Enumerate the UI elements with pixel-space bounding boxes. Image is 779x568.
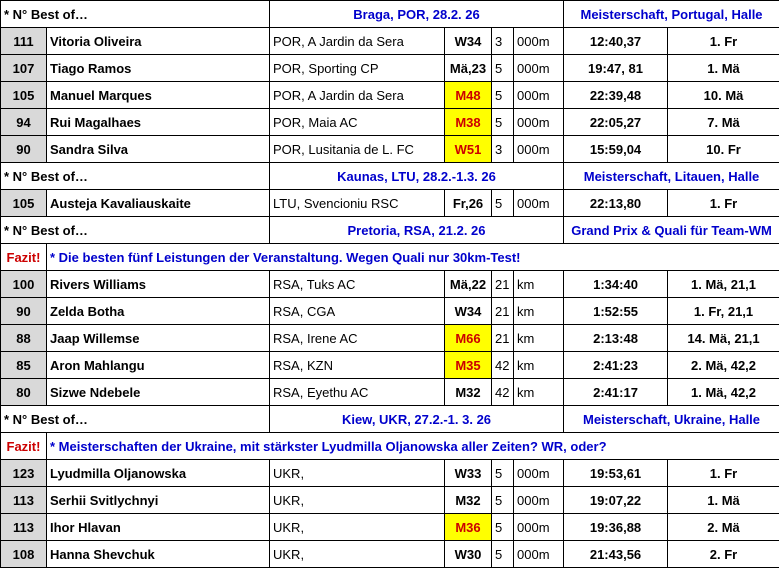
athlete-name: Rivers Williams [47, 271, 270, 298]
athlete-name: Zelda Botha [47, 298, 270, 325]
section-header-subtitle: Grand Prix & Quali für Team-WM [564, 217, 779, 244]
result-time: 15:59,04 [564, 136, 668, 163]
distance-value: 42 [492, 352, 514, 379]
athlete-score: 108 [1, 541, 47, 568]
result-time: 1:34:40 [564, 271, 668, 298]
distance-value: 5 [492, 541, 514, 568]
result-time: 2:41:23 [564, 352, 668, 379]
section-header-row [1, 406, 779, 433]
athlete-category: W34 [445, 298, 492, 325]
section-header-label: * N° Best of… [1, 217, 270, 244]
result-time: 19:53,61 [564, 460, 668, 487]
distance-value: 5 [492, 55, 514, 82]
section-header-title: Braga, POR, 28.2. 26 [270, 1, 564, 28]
result-time: 19:07,22 [564, 487, 668, 514]
athlete-score: 113 [1, 514, 47, 541]
result-rank: 1. Mä, 21,1 [668, 271, 779, 298]
result-time: 2:41:17 [564, 379, 668, 406]
athlete-club: LTU, Svencioniu RSC [270, 190, 445, 217]
result-time: 2:13:48 [564, 325, 668, 352]
athlete-club: UKR, [270, 487, 445, 514]
athlete-name: Sandra Silva [47, 136, 270, 163]
athlete-name: Tiago Ramos [47, 55, 270, 82]
athlete-club: RSA, Tuks AC [270, 271, 445, 298]
athlete-club: RSA, CGA [270, 298, 445, 325]
result-rank: 1. Mä [668, 55, 779, 82]
section-header-title: Pretoria, RSA, 21.2. 26 [270, 217, 564, 244]
distance-unit: 000m [514, 82, 564, 109]
distance-value: 5 [492, 514, 514, 541]
result-rank: 2. Fr [668, 541, 779, 568]
result-rank: 10. Fr [668, 136, 779, 163]
result-rank: 2. Mä [668, 514, 779, 541]
distance-unit: 000m [514, 28, 564, 55]
athlete-club: UKR, [270, 460, 445, 487]
athlete-category: Fr,26 [445, 190, 492, 217]
fazit-label: Fazit! [1, 244, 47, 271]
distance-unit: km [514, 352, 564, 379]
athlete-club: POR, Maia AC [270, 109, 445, 136]
distance-unit: km [514, 298, 564, 325]
athlete-score: 123 [1, 460, 47, 487]
distance-unit: 000m [514, 541, 564, 568]
athlete-category: M32 [445, 379, 492, 406]
section-header-title: Kaunas, LTU, 28.2.-1.3. 26 [270, 163, 564, 190]
table-row [1, 460, 779, 487]
athlete-club: RSA, Irene AC [270, 325, 445, 352]
fazit-text: * Die besten fünf Leistungen der Veranstaltung. Wegen Quali nur 30km-Test! [47, 244, 779, 271]
athlete-score: 105 [1, 82, 47, 109]
table-row [1, 82, 779, 109]
result-time: 22:39,48 [564, 82, 668, 109]
athlete-name: Aron Mahlangu [47, 352, 270, 379]
athlete-category: W30 [445, 541, 492, 568]
athlete-category: W34 [445, 28, 492, 55]
athlete-name: Lyudmilla Oljanowska [47, 460, 270, 487]
table-row [1, 271, 779, 298]
athlete-score: 113 [1, 487, 47, 514]
athlete-score: 100 [1, 271, 47, 298]
athlete-name: Sizwe Ndebele [47, 379, 270, 406]
athlete-club: RSA, KZN [270, 352, 445, 379]
athlete-club: UKR, [270, 514, 445, 541]
table-row [1, 136, 779, 163]
distance-unit: 000m [514, 514, 564, 541]
athlete-category: M48 [445, 82, 492, 109]
athlete-name: Hanna Shevchuk [47, 541, 270, 568]
section-header-row [1, 217, 779, 244]
athlete-score: 85 [1, 352, 47, 379]
distance-value: 21 [492, 271, 514, 298]
fazit-row [1, 433, 779, 460]
result-rank: 14. Mä, 21,1 [668, 325, 779, 352]
athlete-category: W33 [445, 460, 492, 487]
athlete-category: M36 [445, 514, 492, 541]
result-rank: 1. Mä [668, 487, 779, 514]
athlete-category: M32 [445, 487, 492, 514]
distance-unit: km [514, 271, 564, 298]
athlete-category: W51 [445, 136, 492, 163]
athlete-name: Ihor Hlavan [47, 514, 270, 541]
table-row [1, 352, 779, 379]
section-header-label: * N° Best of… [1, 1, 270, 28]
table-row [1, 514, 779, 541]
table-row [1, 109, 779, 136]
result-rank: 1. Fr, 21,1 [668, 298, 779, 325]
athlete-name: Manuel Marques [47, 82, 270, 109]
table-row [1, 298, 779, 325]
distance-unit: 000m [514, 55, 564, 82]
athlete-score: 107 [1, 55, 47, 82]
athlete-club: POR, A Jardin da Sera [270, 82, 445, 109]
fazit-row [1, 244, 779, 271]
athlete-category: Mä,23 [445, 55, 492, 82]
results-body [1, 1, 779, 568]
table-row [1, 487, 779, 514]
distance-unit: 000m [514, 487, 564, 514]
athlete-category: Mä,22 [445, 271, 492, 298]
result-rank: 1. Mä, 42,2 [668, 379, 779, 406]
athlete-club: UKR, [270, 541, 445, 568]
athlete-score: 94 [1, 109, 47, 136]
athlete-score: 88 [1, 325, 47, 352]
athlete-club: POR, Lusitania de L. FC [270, 136, 445, 163]
distance-value: 5 [492, 460, 514, 487]
fazit-label: Fazit! [1, 433, 47, 460]
result-time: 19:36,88 [564, 514, 668, 541]
distance-value: 5 [492, 82, 514, 109]
athlete-score: 90 [1, 136, 47, 163]
athlete-name: Austeja Kavaliauskaite [47, 190, 270, 217]
distance-value: 5 [492, 109, 514, 136]
distance-value: 21 [492, 325, 514, 352]
distance-unit: 000m [514, 109, 564, 136]
section-header-subtitle: Meisterschaft, Ukraine, Halle [564, 406, 779, 433]
result-rank: 1. Fr [668, 190, 779, 217]
section-header-subtitle: Meisterschaft, Portugal, Halle [564, 1, 779, 28]
distance-unit: km [514, 379, 564, 406]
section-header-row [1, 1, 779, 28]
athlete-score: 111 [1, 28, 47, 55]
section-header-label: * N° Best of… [1, 163, 270, 190]
distance-unit: 000m [514, 190, 564, 217]
result-time: 22:13,80 [564, 190, 668, 217]
distance-unit: km [514, 325, 564, 352]
athlete-name: Jaap Willemse [47, 325, 270, 352]
distance-unit: 000m [514, 460, 564, 487]
section-header-label: * N° Best of… [1, 406, 270, 433]
athlete-score: 105 [1, 190, 47, 217]
athlete-name: Rui Magalhaes [47, 109, 270, 136]
athlete-club: POR, Sporting CP [270, 55, 445, 82]
result-rank: 1. Fr [668, 28, 779, 55]
table-row [1, 55, 779, 82]
table-row [1, 325, 779, 352]
result-rank: 10. Mä [668, 82, 779, 109]
table-row [1, 28, 779, 55]
distance-unit: 000m [514, 136, 564, 163]
athlete-score: 90 [1, 298, 47, 325]
table-row [1, 379, 779, 406]
athlete-category: M66 [445, 325, 492, 352]
athlete-score: 80 [1, 379, 47, 406]
result-time: 1:52:55 [564, 298, 668, 325]
athlete-name: Vitoria Oliveira [47, 28, 270, 55]
athlete-club: POR, A Jardin da Sera [270, 28, 445, 55]
section-header-row [1, 163, 779, 190]
section-header-title: Kiew, UKR, 27.2.-1. 3. 26 [270, 406, 564, 433]
athlete-name: Serhii Svitlychnyi [47, 487, 270, 514]
athlete-category: M35 [445, 352, 492, 379]
result-time: 22:05,27 [564, 109, 668, 136]
distance-value: 3 [492, 28, 514, 55]
distance-value: 5 [492, 487, 514, 514]
distance-value: 5 [492, 190, 514, 217]
athlete-club: RSA, Eyethu AC [270, 379, 445, 406]
athlete-category: M38 [445, 109, 492, 136]
distance-value: 21 [492, 298, 514, 325]
distance-value: 42 [492, 379, 514, 406]
section-header-subtitle: Meisterschaft, Litauen, Halle [564, 163, 779, 190]
fazit-text: * Meisterschaften der Ukraine, mit stärkster Lyudmilla Oljanowska aller Zeiten? WR, oder? [47, 433, 779, 460]
result-time: 12:40,37 [564, 28, 668, 55]
result-rank: 7. Mä [668, 109, 779, 136]
table-row [1, 541, 779, 568]
result-time: 21:43,56 [564, 541, 668, 568]
result-rank: 2. Mä, 42,2 [668, 352, 779, 379]
table-row [1, 190, 779, 217]
result-time: 19:47, 81 [564, 55, 668, 82]
result-rank: 1. Fr [668, 460, 779, 487]
distance-value: 3 [492, 136, 514, 163]
